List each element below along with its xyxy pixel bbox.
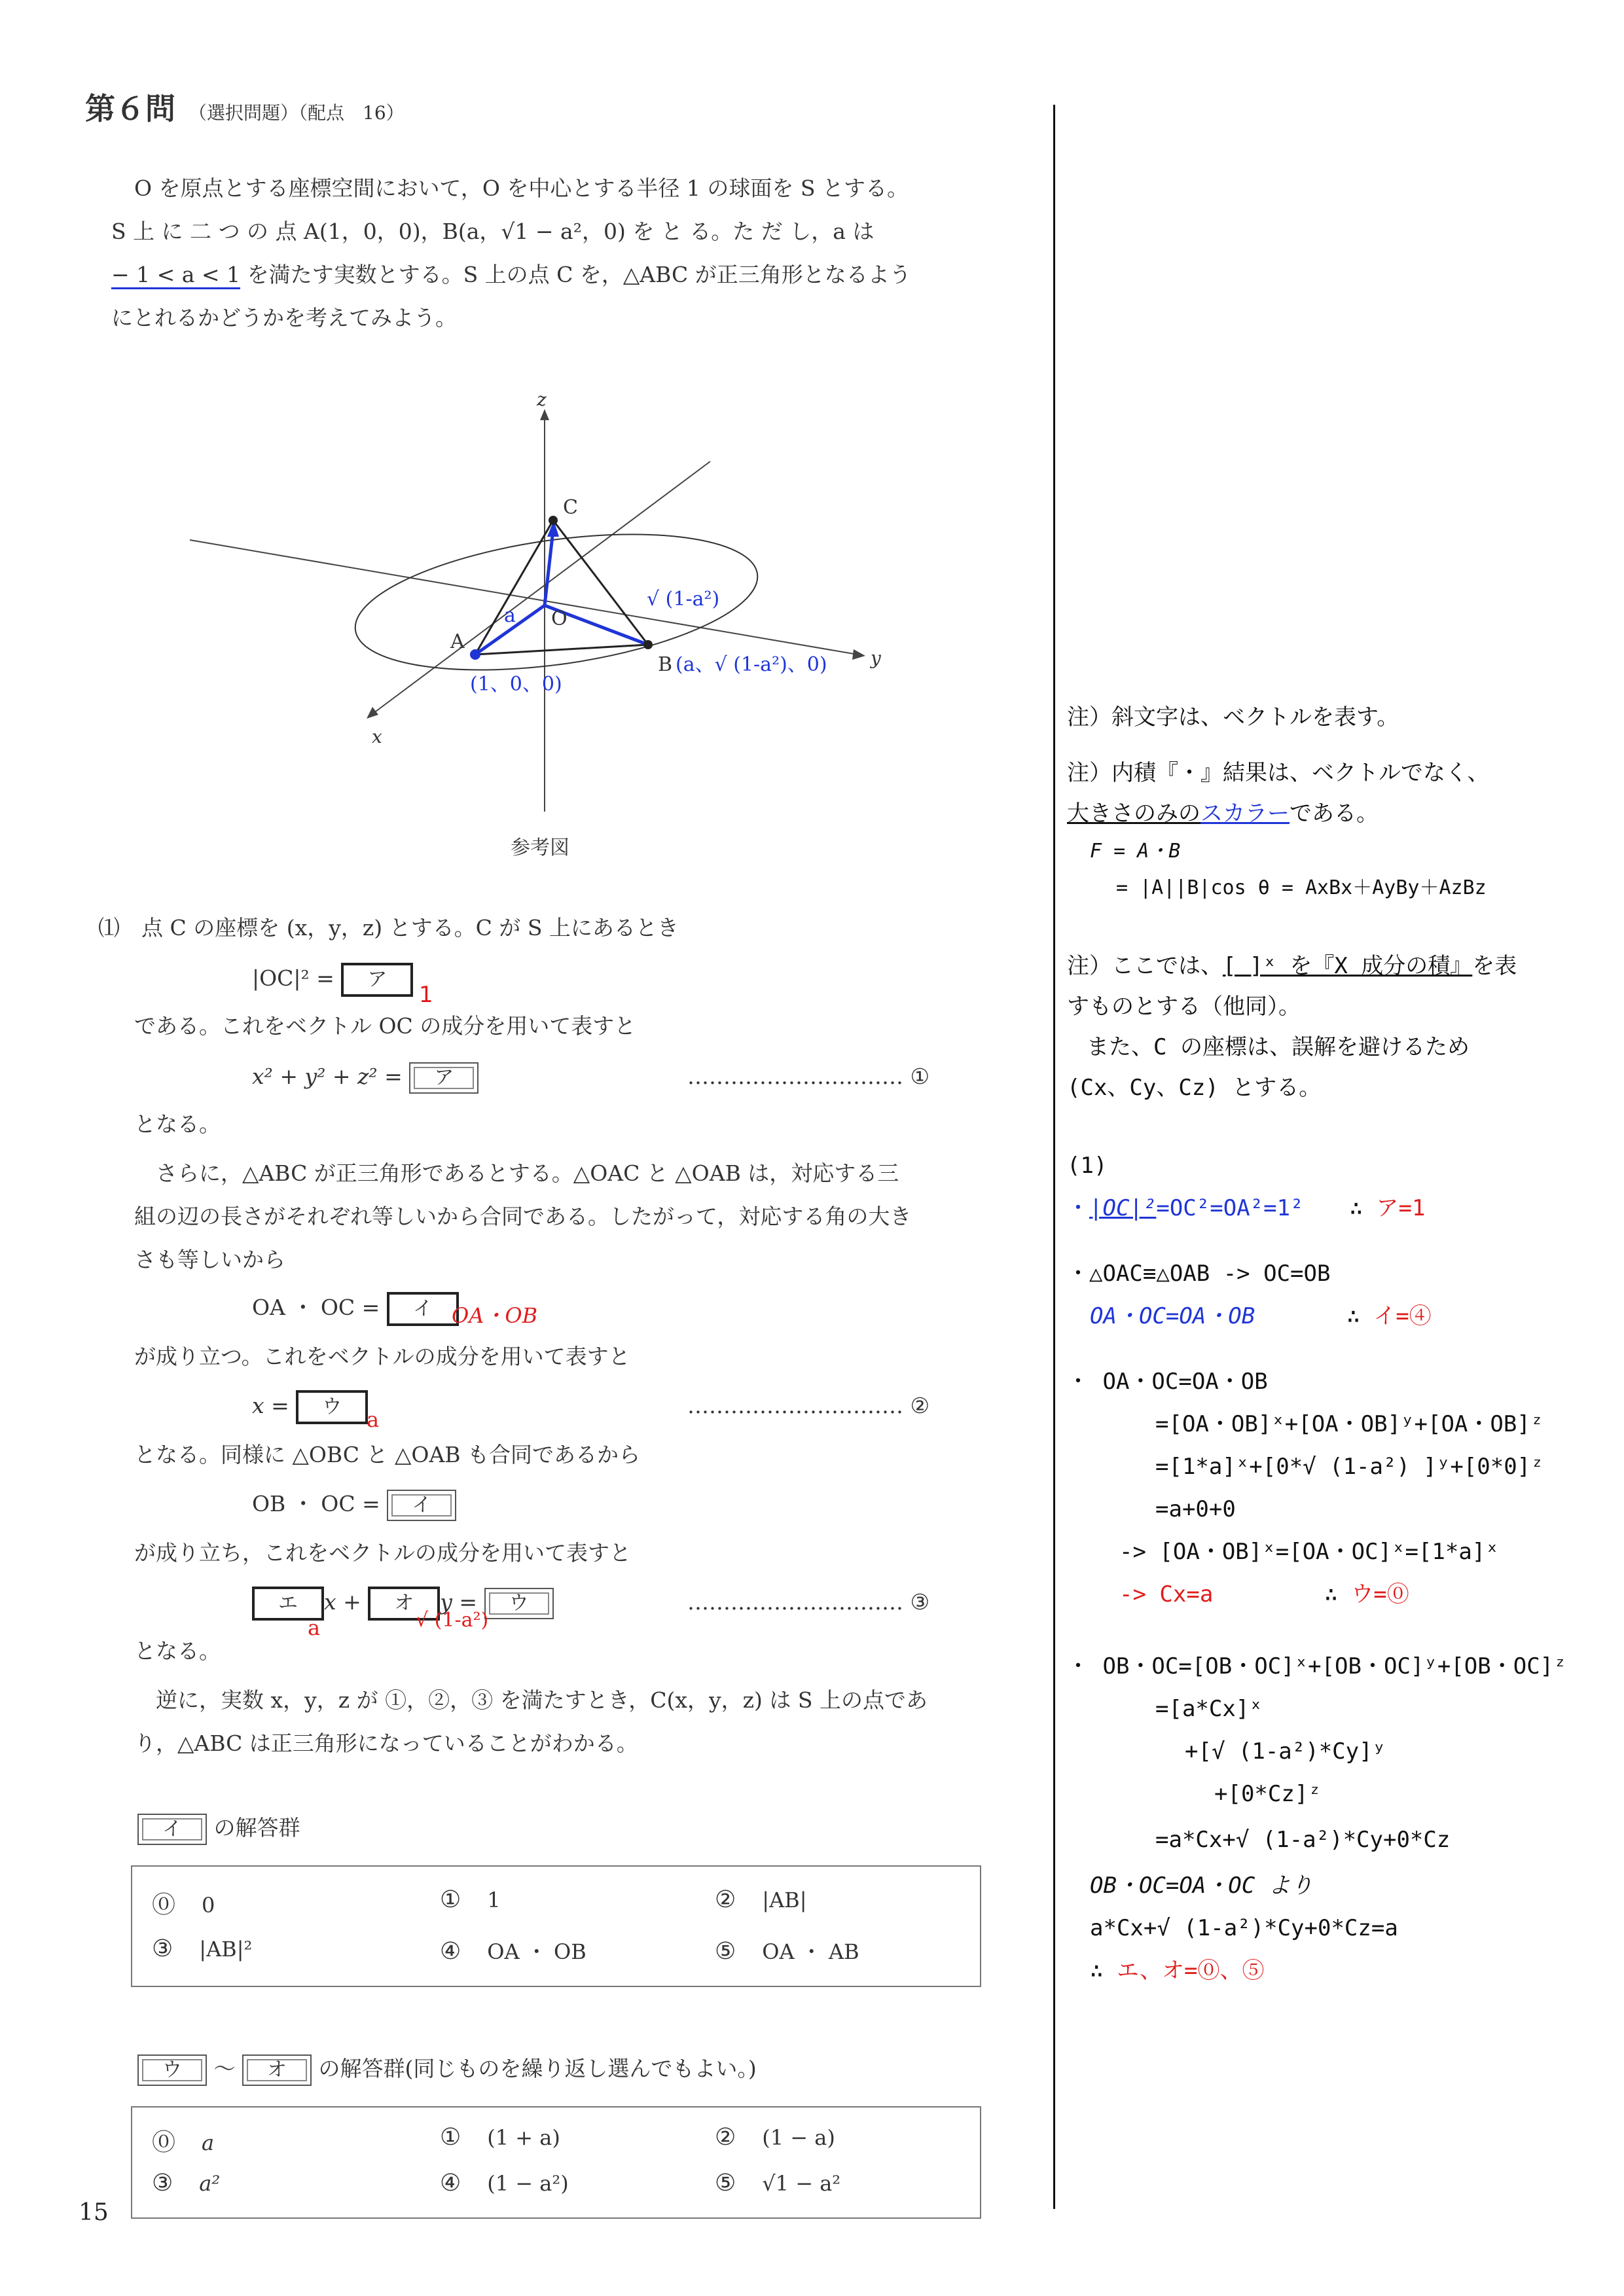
label-z: z bbox=[537, 389, 547, 410]
solution-label: (1) bbox=[1067, 1153, 1108, 1179]
part1-para2-l3: さも等しいから bbox=[134, 1247, 285, 1272]
z-axis-arrow bbox=[540, 409, 549, 420]
note-2-line-1: 注）内積『・』結果は、ベクトルでなく、 bbox=[1067, 760, 1490, 786]
solution-step-3-line-5: -> [OA・OB]ˣ=[OA・OC]ˣ=[1*a]ˣ bbox=[1119, 1539, 1499, 1565]
eq-2: x = ウ bbox=[252, 1384, 368, 1427]
eq-ob-oc: OB ・ OC = イ bbox=[252, 1482, 456, 1526]
part1-line-4: が成り立つ。これをベクトルの成分を用いて表すと bbox=[134, 1344, 630, 1369]
page-number: 15 bbox=[79, 2199, 109, 2226]
solution-step-2-line-2: OA・OC=OA・OB ∴ イ=④ bbox=[1090, 1303, 1432, 1329]
point-c bbox=[549, 516, 558, 525]
part1-line-1: ⑴ 点 C の座標を (x，y，z) とする。C が S 上にあるとき bbox=[98, 915, 679, 941]
label-b: B bbox=[658, 653, 673, 676]
answer-box-a-ref[interactable]: ア bbox=[409, 1062, 478, 1094]
choice-u-5[interactable]: ⑤ √1 − a² bbox=[715, 2170, 841, 2197]
note-1: 注）斜文字は、ベクトルを表す。 bbox=[1067, 704, 1399, 730]
answer-box-e[interactable]: エ bbox=[252, 1587, 324, 1621]
choice-i-1[interactable]: ① 1 bbox=[440, 1886, 501, 1913]
part1-line-7: となる。 bbox=[134, 1638, 221, 1664]
solution-step-4-line-8: ∴ エ、オ=⓪、⑤ bbox=[1090, 1958, 1265, 1984]
label-ob-length: √ (1-a²) bbox=[647, 588, 720, 611]
solution-step-4-line-3: +[√ (1-a²)*Cy]ʸ bbox=[1185, 1738, 1386, 1765]
solution-step-3-line-4: =a+0+0 bbox=[1155, 1496, 1236, 1522]
problem-title: 第６問 bbox=[85, 91, 175, 126]
choice-i-3[interactable]: ③ |AB|² bbox=[152, 1935, 253, 1962]
choice-i-0[interactable]: ⓪ 0 bbox=[152, 1892, 215, 1918]
figure-caption: 参考図 bbox=[511, 836, 569, 859]
column-divider bbox=[1053, 105, 1055, 2209]
solution-step-4-line-1: ・ OB・OC=[OB・OC]ˣ+[OB・OC]ʸ+[OB・OC]ᶻ bbox=[1067, 1653, 1567, 1679]
choices-i-box: イ bbox=[137, 1814, 207, 1845]
solution-step-4-line-2: =[a*Cx]ˣ bbox=[1155, 1696, 1263, 1722]
label-a-coord: (1、0、0) bbox=[470, 673, 562, 696]
intro-line-2: S 上 に 二 つ の 点 A(1，0，0)，B(a，√1 − a²，0) を と る。た だ し，a は bbox=[111, 219, 875, 244]
problem-subtitle: （選択問題）（配点 16） bbox=[189, 102, 405, 124]
answer-i: OA・OB bbox=[452, 1303, 538, 1328]
choice-i-2[interactable]: ② |AB| bbox=[715, 1886, 807, 1913]
choice-u-3[interactable]: ③ a² bbox=[152, 2170, 221, 2197]
choices-u-frame bbox=[131, 2106, 981, 2219]
choices-u-box: ウ bbox=[137, 2054, 207, 2086]
answer-a: 1 bbox=[419, 982, 433, 1008]
choice-i-5[interactable]: ⑤ OA ・ AB bbox=[715, 1938, 859, 1965]
part1-para3-l1: 逆に，実数 x，y，z が ①，②，③ を満たすとき，C(x，y，z) は S 上の点であ bbox=[156, 1687, 928, 1713]
answer-e: a bbox=[308, 1615, 321, 1640]
solution-step-3-line-6: -> Cx=a ∴ ウ=⓪ bbox=[1119, 1581, 1409, 1607]
eq-oc-norm: |OC|² = ア bbox=[252, 957, 413, 1000]
solution-step-4-line-4: +[0*Cz]ᶻ bbox=[1214, 1781, 1322, 1807]
answer-box-a[interactable]: ア bbox=[341, 963, 413, 997]
y-axis bbox=[190, 540, 857, 655]
part1-para2-l2: 組の辺の長さがそれぞれ等しいから合同である。したがって，対応する角の大き bbox=[134, 1204, 912, 1229]
choices-o-box: オ bbox=[242, 2054, 312, 2086]
answer-box-o[interactable]: オ bbox=[368, 1587, 440, 1621]
label-y: y bbox=[871, 647, 881, 669]
solution-step-4-line-7: a*Cx+√ (1-a²)*Cy+0*Cz=a bbox=[1090, 1915, 1398, 1941]
choices-i-frame bbox=[131, 1865, 981, 1987]
intro-line-1: O を原点とする座標空間において，O を中心とする半径 1 の球面を S とする。 bbox=[134, 175, 909, 201]
answer-box-u[interactable]: ウ bbox=[296, 1390, 368, 1424]
part1-line-6: が成り立ち，これをベクトルの成分を用いて表すと bbox=[134, 1540, 631, 1566]
eq-3-marker: ………………………… ③ bbox=[687, 1589, 930, 1615]
choice-u-1[interactable]: ① (1 + a) bbox=[440, 2124, 560, 2151]
label-a: A bbox=[450, 630, 465, 653]
point-a bbox=[470, 649, 480, 660]
intro-line-4: にとれるかどうかを考えてみよう。 bbox=[111, 305, 457, 331]
answer-box-i-ref[interactable]: イ bbox=[387, 1490, 456, 1521]
part1-line-2: である。これをベクトル OC の成分を用いて表すと bbox=[134, 1013, 636, 1039]
intro-line-3: − 1 < a < 1 を満たす実数とする。S 上の点 C を，△ABC が正三角形となるよう bbox=[111, 253, 911, 296]
eq-1: x² + y² + z² = ア bbox=[252, 1055, 478, 1098]
solution-step-3-line-1: ・ OA・OC=OA・OB bbox=[1067, 1369, 1268, 1395]
part1-para3-l2: り，△ABC は正三角形になっていることがわかる。 bbox=[134, 1731, 638, 1756]
note-2-formula-2: = |A||B|cos θ = AxBx＋AyBy＋AzBz bbox=[1116, 876, 1487, 899]
solution-step-1: ・|OC|²=OC²=OA²=1² ∴ ア=1 bbox=[1067, 1195, 1426, 1221]
note-3-line-1: 注）ここでは、[ ]ˣ を『X 成分の積』を表 bbox=[1067, 953, 1517, 979]
solution-step-4-line-6: OB・OC=OA・OC より bbox=[1090, 1873, 1313, 1899]
note-3-line-3: また、C の座標は、誤解を避けるため bbox=[1087, 1034, 1470, 1060]
y-axis-arrow bbox=[852, 649, 865, 660]
point-b bbox=[643, 640, 653, 649]
solution-step-3-line-2: =[OA・OB]ˣ+[OA・OB]ʸ+[OA・OB]ᶻ bbox=[1155, 1411, 1544, 1437]
note-2-formula-1: F = A・B bbox=[1090, 840, 1181, 863]
note-3-line-2: すものとする（他同）。 bbox=[1067, 994, 1301, 1020]
solution-step-2-line-1: ・△OAC≡△OAB -> OC=OB bbox=[1067, 1261, 1331, 1287]
choice-u-4[interactable]: ④ (1 − a²) bbox=[440, 2170, 569, 2197]
part1-line-3: となる。 bbox=[134, 1111, 221, 1137]
eq-1-marker: ………………………… ① bbox=[687, 1064, 930, 1089]
reference-figure bbox=[177, 380, 897, 877]
eq-oa-oc: OA ・ OC = イ bbox=[252, 1286, 459, 1329]
choice-u-2[interactable]: ② (1 − a) bbox=[715, 2124, 835, 2151]
solution-step-4-line-5: =a*Cx+√ (1-a²)*Cy+0*Cz bbox=[1155, 1827, 1451, 1853]
choice-u-0[interactable]: ⓪ a bbox=[152, 2129, 215, 2156]
label-o: O bbox=[551, 607, 568, 630]
answer-box-i[interactable]: イ bbox=[387, 1292, 459, 1326]
intro-range: − 1 < a < 1 bbox=[111, 262, 240, 289]
label-oa-length: a bbox=[504, 604, 516, 627]
label-c: C bbox=[563, 496, 578, 519]
answer-u: a bbox=[367, 1407, 380, 1432]
note-2-line-2: 大きさのみのスカラーである。 bbox=[1067, 800, 1379, 827]
x-axis-arrow bbox=[367, 707, 378, 719]
answer-o: √ (1-a²) bbox=[416, 1609, 489, 1632]
eq-2-marker: ………………………… ② bbox=[687, 1393, 930, 1418]
label-x: x bbox=[372, 726, 382, 747]
problem-heading bbox=[85, 85, 405, 128]
eq-3: エ x + オ y = ウ bbox=[252, 1581, 554, 1624]
solution-step-3-line-3: =[1*a]ˣ+[0*√ (1-a²) ]ʸ+[0*0]ᶻ bbox=[1155, 1454, 1544, 1480]
note-3-line-4: (Cx、Cy、Cz) とする。 bbox=[1067, 1075, 1322, 1101]
answer-box-u-ref[interactable]: ウ bbox=[484, 1588, 554, 1619]
choice-i-4[interactable]: ④ OA ・ OB bbox=[440, 1938, 586, 1965]
choices-i-heading: イ の解答群 bbox=[137, 1806, 300, 1850]
label-b-coord: (a、√ (1-a²)、0) bbox=[676, 653, 827, 676]
part1-para2-l1: さらに，△ABC が正三角形であるとする。△OAC と △OAB は，対応する三 bbox=[156, 1160, 899, 1186]
part1-line-5: となる。同様に △OBC と △OAB も合同であるから bbox=[134, 1442, 641, 1467]
choices-u-heading: ウ 〜 オ の解答群(同じものを繰り返し選んでもよい。) bbox=[137, 2047, 757, 2090]
